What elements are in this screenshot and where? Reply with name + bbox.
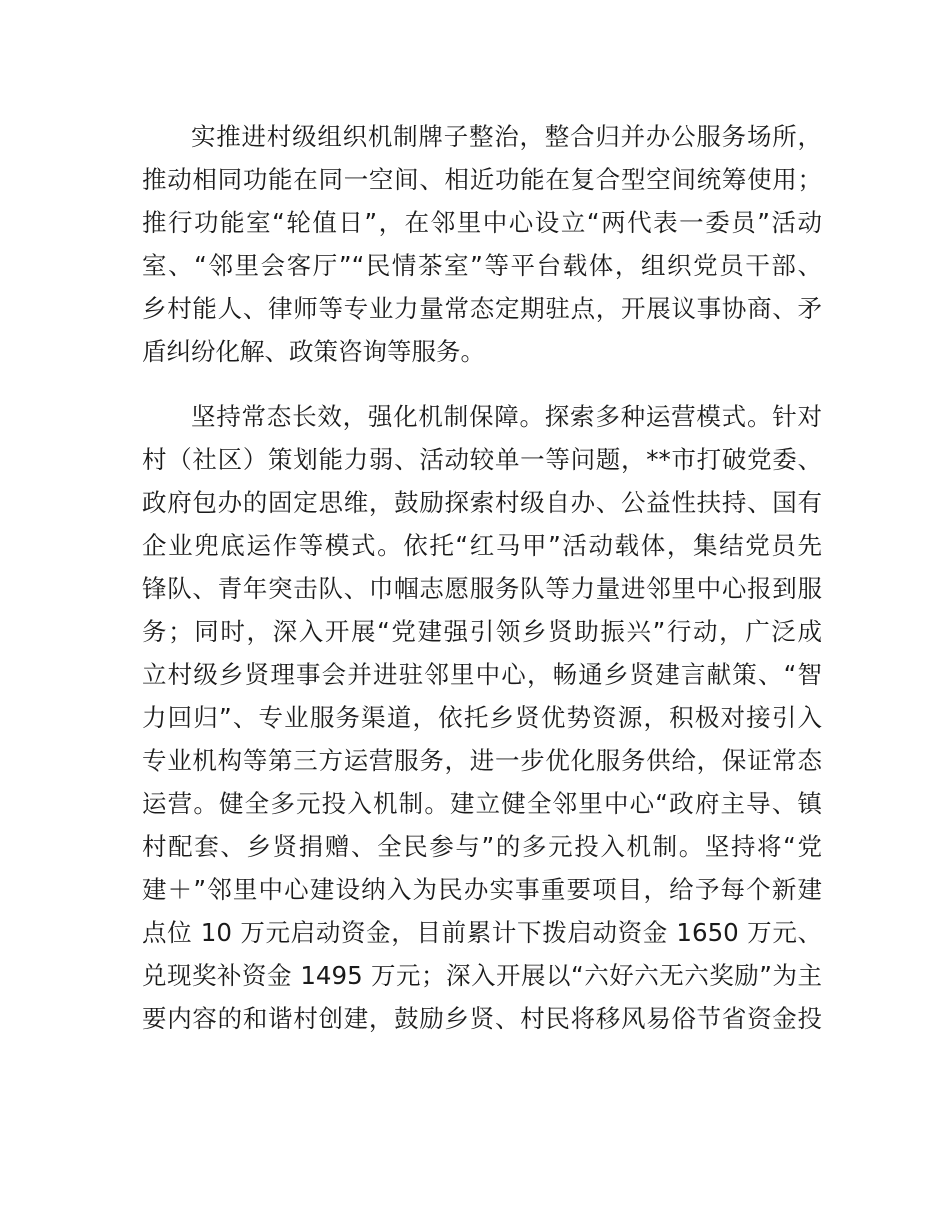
paragraph-line: 村配套、乡贤捐赠、全民参与”的多元投入机制。坚持将“党 — [142, 832, 822, 861]
paragraph-line: 推动相同功能在同一空间、相近功能在复合型空间统筹使用； — [142, 165, 822, 194]
paragraph-line: 盾纠纷化解、政策咨询等服务。 — [142, 337, 485, 366]
paragraph-line: 实推进村级组织机制牌子整治，整合归并办公服务场所， — [191, 122, 822, 151]
paragraph-line: 运营。健全多元投入机制。建立健全邻里中心“政府主导、镇 — [142, 789, 822, 818]
paragraph-line: 乡村能人、律师等专业力量常态定期驻点，开展议事协商、矛 — [142, 294, 822, 323]
paragraph-line: 推行功能室“轮值日”，在邻里中心设立“两代表一委员”活动 — [142, 208, 822, 237]
paragraph-line: 村（社区）策划能力弱、活动较单一等问题，**市打破党委、 — [142, 445, 822, 474]
paragraph-line: 务；同时，深入开展“党建强引领乡贤助振兴”行动，广泛成 — [142, 617, 822, 646]
paragraph-line: 立村级乡贤理事会并进驻邻里中心，畅通乡贤建言献策、“智 — [142, 660, 822, 689]
paragraph-line: 室、“邻里会客厅”“民情茶室”等平台载体，组织党员干部、 — [142, 251, 822, 280]
paragraph-line: 建＋”邻里中心建设纳入为民办实事重要项目，给予每个新建 — [142, 875, 822, 904]
paragraph-2 — [142, 395, 822, 1040]
paragraph-line: 企业兜底运作等模式。依托“红马甲”活动载体，集结党员先 — [142, 531, 822, 560]
paragraph-line: 锋队、青年突击队、巾帼志愿服务队等力量进邻里中心报到服 — [142, 574, 822, 603]
paragraph-line: 要内容的和谐村创建，鼓励乡贤、村民将移风易俗节省资金投 — [142, 1004, 822, 1033]
paragraph-line: 坚持常态长效，强化机制保障。探索多种运营模式。针对 — [191, 402, 822, 431]
paragraph-line: 政府包办的固定思维，鼓励探索村级自办、公益性扶持、国有 — [142, 488, 822, 517]
paragraph-line: 力回归”、专业服务渠道，依托乡贤优势资源，积极对接引入 — [142, 703, 822, 732]
paragraph-line: 点位 10 万元启动资金，目前累计下拨启动资金 1650 万元、 — [142, 918, 822, 947]
paragraph-line: 专业机构等第三方运营服务，进一步优化服务供给，保证常态 — [142, 746, 822, 775]
paragraph-line: 兑现奖补资金 1495 万元；深入开展以“六好六无六奖励”为主 — [142, 961, 822, 990]
paragraph-1 — [142, 115, 822, 373]
